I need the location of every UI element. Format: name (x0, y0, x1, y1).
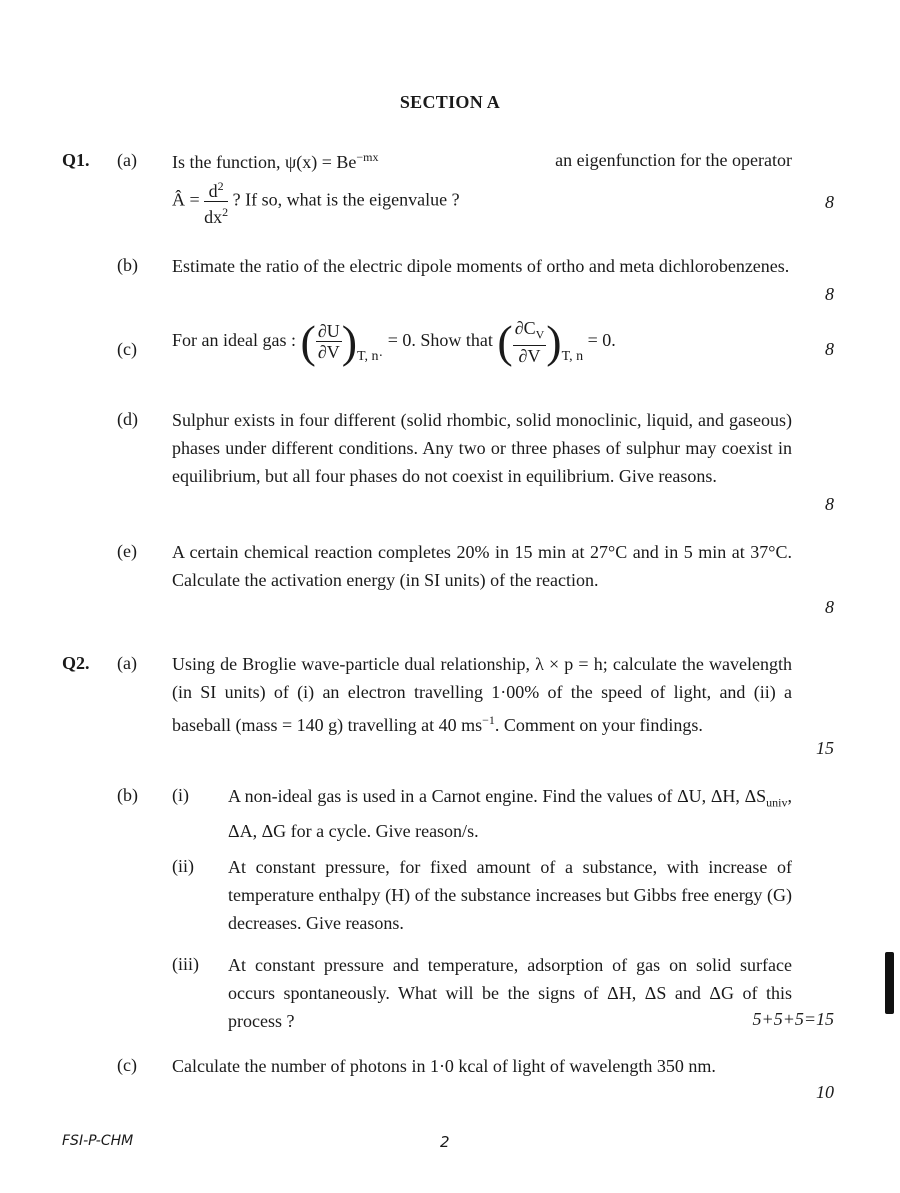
q1-c-f2-num: ∂C (514, 318, 536, 338)
section-title: SECTION A (399, 92, 501, 112)
q1-c-fraction-1 (316, 321, 342, 362)
q1-c-post: = 0. (587, 329, 616, 350)
footer-page-number: 2 (440, 1133, 450, 1151)
q1-e-text: A certain chemical reaction completes 20% in 15 min at 27°C and in 5 min at 37°C. Calculate the activation energy (in SI units) of the reaction. (172, 542, 792, 590)
q2-a-text (172, 650, 792, 739)
q2-b-i-label: (i) (172, 785, 189, 805)
q2-b-ii-text: At constant pressure, for fixed amount of a substance, with increase of temperature enthalpy (H) of the substance increases but Gibbs free energy (G) decreases. Give reasons. (228, 857, 792, 933)
binding-mark (885, 952, 894, 1014)
q2-a-text-pre: Using de Broglie wave-particle dual relationship, λ × p = h; calculate the wavelength (in SI units) of (i) an electron travelling 1·00% of the speed of light, and (ii) a baseball (mass = 140 g) travelling at 40 ms (172, 654, 792, 735)
q1-b-text: Estimate the ratio of the electric dipole moments of ortho and meta dichlorobenzenes. (172, 256, 790, 276)
q1-a-line1 (172, 150, 792, 173)
q1-a-line1-pre: Is the function, ψ(x) = Be (172, 152, 357, 172)
q1-a-op-fraction (204, 176, 228, 227)
q1-c-f2-sub: T, n (561, 348, 584, 364)
right-paren-icon: ) (546, 315, 562, 367)
q1-d-marks: 8 (825, 494, 834, 514)
q1-a-line1-sup: −mx (356, 150, 379, 164)
q2-c-label: (c) (117, 1055, 137, 1075)
q1-c-equation (172, 315, 616, 367)
q1-c-marks: 8 (825, 339, 834, 359)
q1-c-f2-den: ∂V (518, 345, 541, 366)
left-paren-icon: ( (300, 315, 316, 367)
q2-b-label: (b) (117, 785, 138, 805)
q1-c-f1-num: ∂U (317, 321, 340, 342)
q1-c-f1-den: ∂V (317, 342, 340, 363)
q2-b-i-text (228, 782, 792, 845)
q1-a-op-den: dx (204, 207, 223, 227)
q1-a-op-den-sup: 2 (222, 205, 229, 219)
q1-a-label: (a) (117, 150, 137, 170)
q1-b-marks: 8 (825, 284, 834, 304)
question-number-q1: Q1. (62, 150, 90, 170)
q2-b-i-text-post: , ΔA, ΔG for a cycle. Give reason/s. (228, 786, 792, 841)
q1-c-f1-sub: T, n· (357, 348, 384, 364)
q2-b-iii-text: At constant pressure and temperature, adsorption of gas on solid surface occurs spontaneously. What will be the signs of ΔH, ΔS and ΔG of this process ? (228, 955, 792, 1031)
q1-e-marks: 8 (825, 597, 834, 617)
q2-b-ii-label: (ii) (172, 856, 194, 876)
q1-c-fraction-2 (513, 318, 547, 366)
q1-d-text: Sulphur exists in four different (solid rhombic, solid monoclinic, liquid, and gaseous) phases under different conditions. Any two or three phases of sulphur may coexist in equilibrium, but all four phases do not coexist in equilibrium. Give reasons. (172, 410, 792, 486)
q2-b-i-text-pre: A non-ideal gas is used in a Carnot engine. Find the values of ΔU, ΔH, ΔS (228, 786, 767, 806)
q2-a-marks: 15 (816, 738, 834, 758)
q2-b-iii-label: (iii) (172, 954, 199, 974)
q1-c-label: (c) (117, 339, 137, 359)
q2-a-text-post: . Comment on your findings. (494, 715, 703, 735)
footer-paper-code: FSI-P-CHM (62, 1133, 134, 1149)
q2-c-marks: 10 (816, 1082, 834, 1102)
q1-e-label: (e) (117, 541, 137, 561)
q1-a-op-num: d (208, 181, 218, 201)
q2-c-text: Calculate the number of photons in 1·0 kcal of light of wavelength 350 nm. (172, 1056, 716, 1076)
q2-a-text-sup: −1 (482, 713, 495, 727)
q1-c-f2-num-sub: V (535, 327, 545, 342)
q1-a-operator-line (172, 176, 460, 227)
q1-b-label: (b) (117, 255, 138, 275)
q1-a-marks: 8 (825, 192, 834, 212)
question-number-q2: Q2. (62, 653, 90, 673)
q1-a-line1-post: an eigenfunction for the operator (555, 150, 792, 170)
q1-a-op-num-sup: 2 (217, 179, 224, 193)
q1-c-pre: For an ideal gas : (172, 329, 296, 350)
q2-b-iii-marks: 5+5+5=15 (752, 1009, 834, 1029)
left-paren-icon: ( (497, 315, 513, 367)
right-paren-icon: ) (341, 315, 358, 367)
q1-a-op-lhs: Â = (172, 189, 200, 210)
q1-d-label: (d) (117, 409, 138, 429)
q1-c-mid: = 0. Show that (387, 329, 493, 350)
q2-b-i-text-sub: univ (766, 795, 788, 810)
q1-a-line2-post: ? If so, what is the eigenvalue ? (232, 189, 460, 210)
q2-a-label: (a) (117, 653, 137, 673)
